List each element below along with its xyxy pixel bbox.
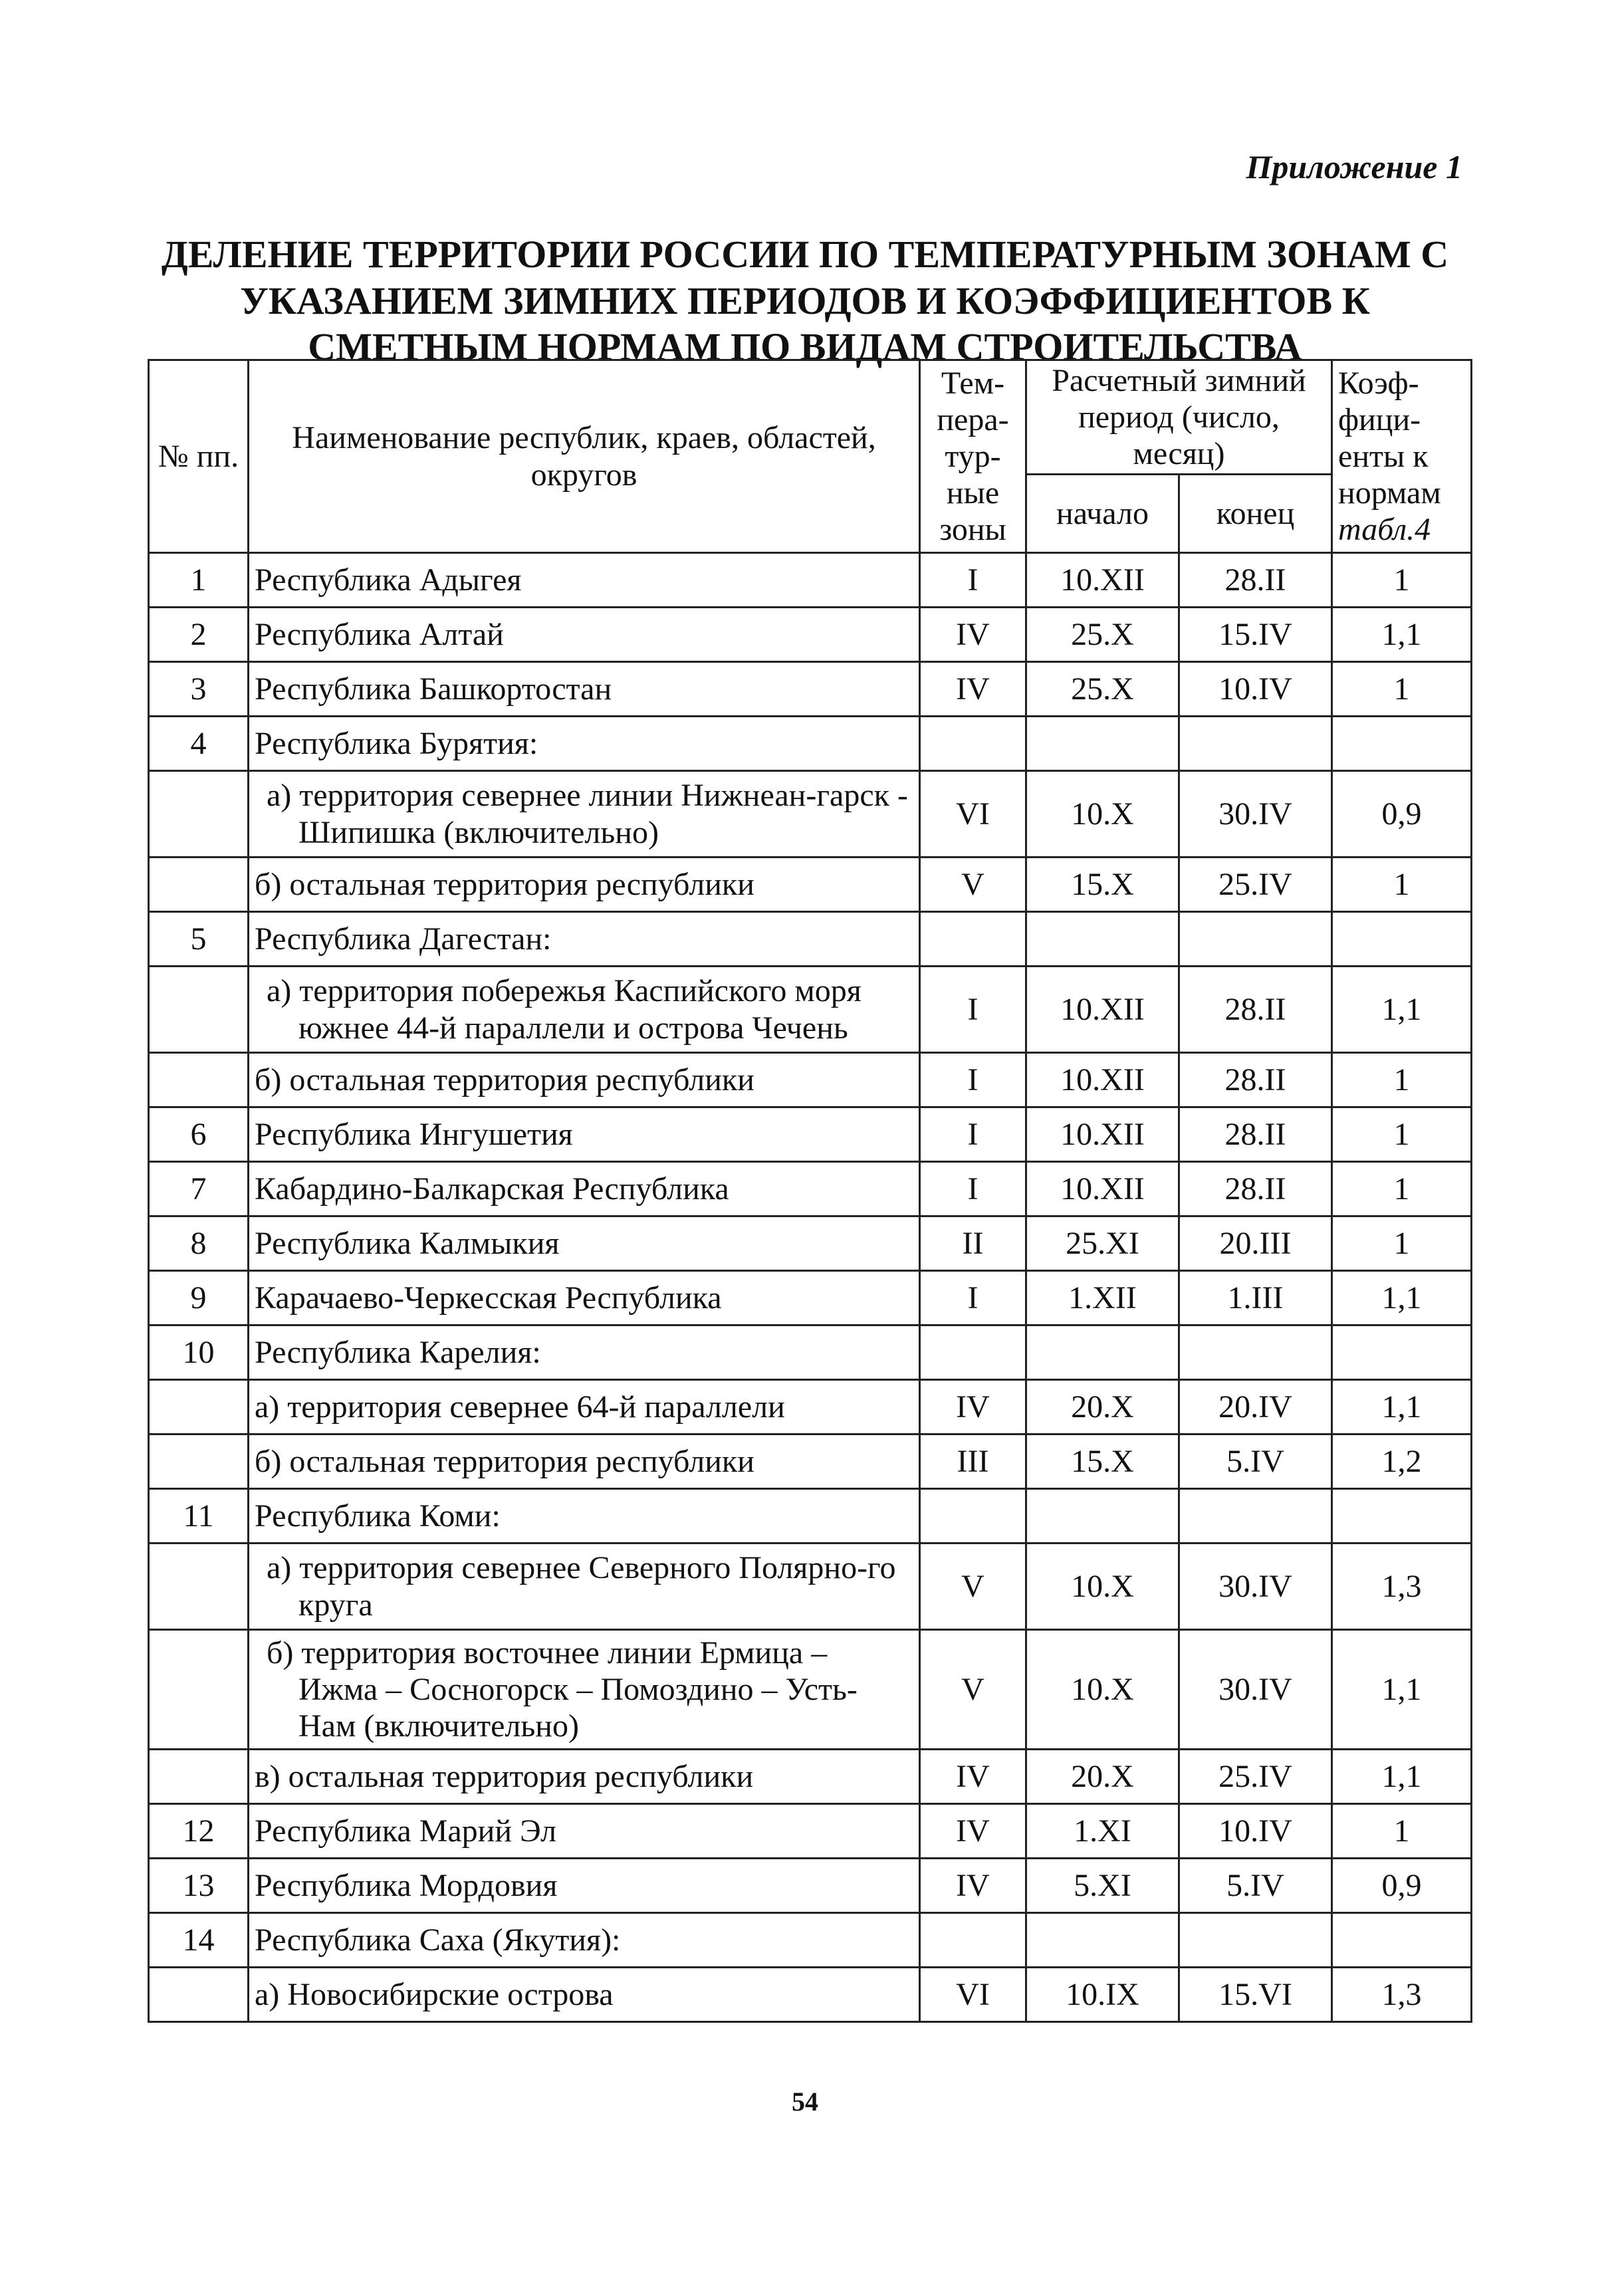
row-end: 28.II	[1179, 967, 1332, 1053]
header-zone: Тем-пера-тур-ные зоны	[920, 360, 1026, 553]
row-coef: 1	[1332, 1053, 1472, 1107]
row-number: 3	[149, 662, 249, 717]
header-coef	[1332, 360, 1472, 553]
row-number	[149, 1968, 249, 2022]
row-zone: IV	[920, 608, 1026, 662]
row-coef: 0,9	[1332, 771, 1472, 858]
row-name: Республика Бурятия:	[249, 717, 920, 771]
row-name: Республика Башкортостан	[249, 662, 920, 717]
row-zone: III	[920, 1435, 1026, 1489]
row-number	[149, 1380, 249, 1435]
row-end	[1179, 717, 1332, 771]
row-name: а) территория севернее линии Нижнеан-гарск - Шипишка (включительно)	[249, 771, 920, 858]
table-row	[149, 1859, 1472, 1913]
row-zone: IV	[920, 1859, 1026, 1913]
row-name: Кабардино-Балкарская Республика	[249, 1162, 920, 1216]
row-coef: 1	[1332, 553, 1472, 608]
row-number	[149, 1544, 249, 1630]
row-end: 28.II	[1179, 1053, 1332, 1107]
row-start: 5.XI	[1026, 1859, 1179, 1913]
row-name: Республика Дагестан:	[249, 912, 920, 967]
row-zone: I	[920, 1271, 1026, 1325]
row-start: 10.XII	[1026, 1162, 1179, 1216]
row-name: Карачаево-Черкесская Республика	[249, 1271, 920, 1325]
row-name: Республика Алтай	[249, 608, 920, 662]
row-end: 25.IV	[1179, 858, 1332, 912]
row-zone: IV	[920, 1380, 1026, 1435]
row-number: 8	[149, 1216, 249, 1271]
table-body	[149, 553, 1472, 2022]
row-coef: 1,2	[1332, 1435, 1472, 1489]
row-name: Республика Коми:	[249, 1489, 920, 1544]
row-end: 30.IV	[1179, 1544, 1332, 1630]
table-row	[149, 1804, 1472, 1859]
row-number: 10	[149, 1325, 249, 1380]
row-name: в) остальная территория республики	[249, 1750, 920, 1804]
row-coef: 1,1	[1332, 1271, 1472, 1325]
row-end: 20.III	[1179, 1216, 1332, 1271]
table-row	[149, 1325, 1472, 1380]
header-period: Расчетный зимний период (число, месяц)	[1026, 360, 1332, 475]
row-zone: V	[920, 1544, 1026, 1630]
row-number	[149, 967, 249, 1053]
row-zone	[920, 1489, 1026, 1544]
row-end: 30.IV	[1179, 771, 1332, 858]
row-name: Республика Марий Эл	[249, 1804, 920, 1859]
table-row	[149, 967, 1472, 1053]
row-end	[1179, 1489, 1332, 1544]
row-end: 30.IV	[1179, 1630, 1332, 1750]
title-line: УКАЗАНИЕМ ЗИМНИХ ПЕРИОДОВ И КОЭФФИЦИЕНТОВ К	[240, 279, 1370, 322]
table-row	[149, 662, 1472, 717]
row-end	[1179, 1325, 1332, 1380]
row-coef: 0,9	[1332, 1859, 1472, 1913]
row-number	[149, 1053, 249, 1107]
row-end: 28.II	[1179, 553, 1332, 608]
row-end: 15.VI	[1179, 1968, 1332, 2022]
page-title	[133, 231, 1477, 370]
row-start: 1.XII	[1026, 1271, 1179, 1325]
row-end: 1.III	[1179, 1271, 1332, 1325]
row-number: 5	[149, 912, 249, 967]
table-row	[149, 1380, 1472, 1435]
row-start: 25.X	[1026, 662, 1179, 717]
row-start: 10.XII	[1026, 1053, 1179, 1107]
row-start: 20.X	[1026, 1750, 1179, 1804]
row-zone	[920, 1913, 1026, 1968]
table-row	[149, 771, 1472, 858]
row-number: 2	[149, 608, 249, 662]
row-zone: I	[920, 1053, 1026, 1107]
row-zone: V	[920, 1630, 1026, 1750]
table-row	[149, 1968, 1472, 2022]
row-coef: 1	[1332, 1162, 1472, 1216]
row-start: 10.XII	[1026, 1107, 1179, 1162]
row-start: 10.X	[1026, 1544, 1179, 1630]
row-coef: 1	[1332, 1804, 1472, 1859]
row-number: 11	[149, 1489, 249, 1544]
row-coef: 1	[1332, 1216, 1472, 1271]
row-start: 1.XI	[1026, 1804, 1179, 1859]
row-coef	[1332, 912, 1472, 967]
table-row	[149, 1271, 1472, 1325]
table-row	[149, 1913, 1472, 1968]
row-coef: 1	[1332, 662, 1472, 717]
title-line: СМЕТНЫМ НОРМАМ ПО ВИДАМ СТРОИТЕЛЬСТВА	[308, 325, 1302, 369]
row-coef: 1,1	[1332, 967, 1472, 1053]
row-start: 15.X	[1026, 1435, 1179, 1489]
row-name: б) остальная территория республики	[249, 1053, 920, 1107]
header-end: конец	[1179, 475, 1332, 553]
row-zone: IV	[920, 1804, 1026, 1859]
table-row	[149, 1162, 1472, 1216]
row-end: 28.II	[1179, 1162, 1332, 1216]
row-end: 10.IV	[1179, 662, 1332, 717]
row-zone: I	[920, 553, 1026, 608]
row-end: 25.IV	[1179, 1750, 1332, 1804]
row-name: а) территория севернее Северного Полярно-го круга	[249, 1544, 920, 1630]
row-zone: IV	[920, 662, 1026, 717]
table-row	[149, 1544, 1472, 1630]
row-number	[149, 1750, 249, 1804]
row-name: б) территория восточнее линии Ермица – Ижма – Сосногорск – Помоздино – Усть-Нам (включительно)	[249, 1630, 920, 1750]
row-number: 14	[149, 1913, 249, 1968]
temperature-zones-table	[148, 359, 1472, 2023]
row-coef: 1	[1332, 858, 1472, 912]
appendix-label: Приложение 1	[1246, 148, 1462, 185]
row-name: б) остальная территория республики	[249, 1435, 920, 1489]
row-coef: 1,1	[1332, 1630, 1472, 1750]
row-coef: 1,3	[1332, 1968, 1472, 2022]
row-number	[149, 1435, 249, 1489]
row-coef: 1,3	[1332, 1544, 1472, 1630]
table-row	[149, 1216, 1472, 1271]
row-name: а) территория севернее 64-й параллели	[249, 1380, 920, 1435]
row-zone: V	[920, 858, 1026, 912]
row-coef	[1332, 1913, 1472, 1968]
table-row	[149, 553, 1472, 608]
header-name: Наименование республик, краев, областей, округов	[249, 360, 920, 553]
row-number: 9	[149, 1271, 249, 1325]
row-coef	[1332, 1325, 1472, 1380]
row-start: 10.IX	[1026, 1968, 1179, 2022]
row-start	[1026, 1325, 1179, 1380]
row-end: 10.IV	[1179, 1804, 1332, 1859]
row-start: 10.XII	[1026, 967, 1179, 1053]
row-name: Республика Мордовия	[249, 1859, 920, 1913]
row-start: 15.X	[1026, 858, 1179, 912]
row-coef: 1,1	[1332, 608, 1472, 662]
row-zone: VI	[920, 1968, 1026, 2022]
table-row	[149, 1053, 1472, 1107]
row-coef: 1,1	[1332, 1750, 1472, 1804]
row-coef	[1332, 717, 1472, 771]
row-name: Республика Карелия:	[249, 1325, 920, 1380]
table-row	[149, 912, 1472, 967]
row-zone: IV	[920, 1750, 1026, 1804]
row-number: 12	[149, 1804, 249, 1859]
header-num: № пп.	[149, 360, 249, 553]
page-number: 54	[792, 2087, 818, 2117]
row-start: 10.XII	[1026, 553, 1179, 608]
row-name: а) территория побережья Каспийского моря южнее 44-й параллели и острова Чечень	[249, 967, 920, 1053]
row-start: 25.X	[1026, 608, 1179, 662]
row-start: 20.X	[1026, 1380, 1179, 1435]
header-coef-text: Коэф-фици-енты к нормам	[1338, 365, 1441, 511]
row-name: Республика Ингушетия	[249, 1107, 920, 1162]
row-number: 7	[149, 1162, 249, 1216]
row-number	[149, 1630, 249, 1750]
table-row	[149, 717, 1472, 771]
row-end: 28.II	[1179, 1107, 1332, 1162]
row-coef	[1332, 1489, 1472, 1544]
row-start	[1026, 1489, 1179, 1544]
row-zone	[920, 912, 1026, 967]
row-start: 10.X	[1026, 1630, 1179, 1750]
table-row	[149, 858, 1472, 912]
row-start	[1026, 1913, 1179, 1968]
table-row	[149, 1750, 1472, 1804]
row-name: Республика Калмыкия	[249, 1216, 920, 1271]
row-name: Республика Адыгея	[249, 553, 920, 608]
title-line: ДЕЛЕНИЕ ТЕРРИТОРИИ РОССИИ ПО ТЕМПЕРАТУРНЫМ ЗОНАМ С	[161, 233, 1449, 276]
row-end	[1179, 1913, 1332, 1968]
row-number: 1	[149, 553, 249, 608]
table-row	[149, 1489, 1472, 1544]
table-row	[149, 1435, 1472, 1489]
row-number	[149, 858, 249, 912]
row-name: а) Новосибирские острова	[249, 1968, 920, 2022]
row-zone	[920, 717, 1026, 771]
row-coef: 1,1	[1332, 1380, 1472, 1435]
row-zone: I	[920, 1162, 1026, 1216]
row-number	[149, 771, 249, 858]
row-end: 20.IV	[1179, 1380, 1332, 1435]
row-name: Республика Саха (Якутия):	[249, 1913, 920, 1968]
row-zone: VI	[920, 771, 1026, 858]
row-zone: I	[920, 967, 1026, 1053]
row-name: б) остальная территория республики	[249, 858, 920, 912]
row-end: 5.IV	[1179, 1435, 1332, 1489]
table-row	[149, 1107, 1472, 1162]
row-end	[1179, 912, 1332, 967]
header-start: начало	[1026, 475, 1179, 553]
row-start: 10.X	[1026, 771, 1179, 858]
row-start: 25.XI	[1026, 1216, 1179, 1271]
row-start	[1026, 912, 1179, 967]
row-end: 5.IV	[1179, 1859, 1332, 1913]
row-zone	[920, 1325, 1026, 1380]
row-end: 15.IV	[1179, 608, 1332, 662]
row-zone: I	[920, 1107, 1026, 1162]
row-number: 6	[149, 1107, 249, 1162]
row-number: 13	[149, 1859, 249, 1913]
header-coef-ref: табл.4	[1338, 512, 1431, 548]
row-start	[1026, 717, 1179, 771]
row-coef: 1	[1332, 1107, 1472, 1162]
row-zone: II	[920, 1216, 1026, 1271]
row-number: 4	[149, 717, 249, 771]
table-row	[149, 608, 1472, 662]
table-row	[149, 1630, 1472, 1750]
